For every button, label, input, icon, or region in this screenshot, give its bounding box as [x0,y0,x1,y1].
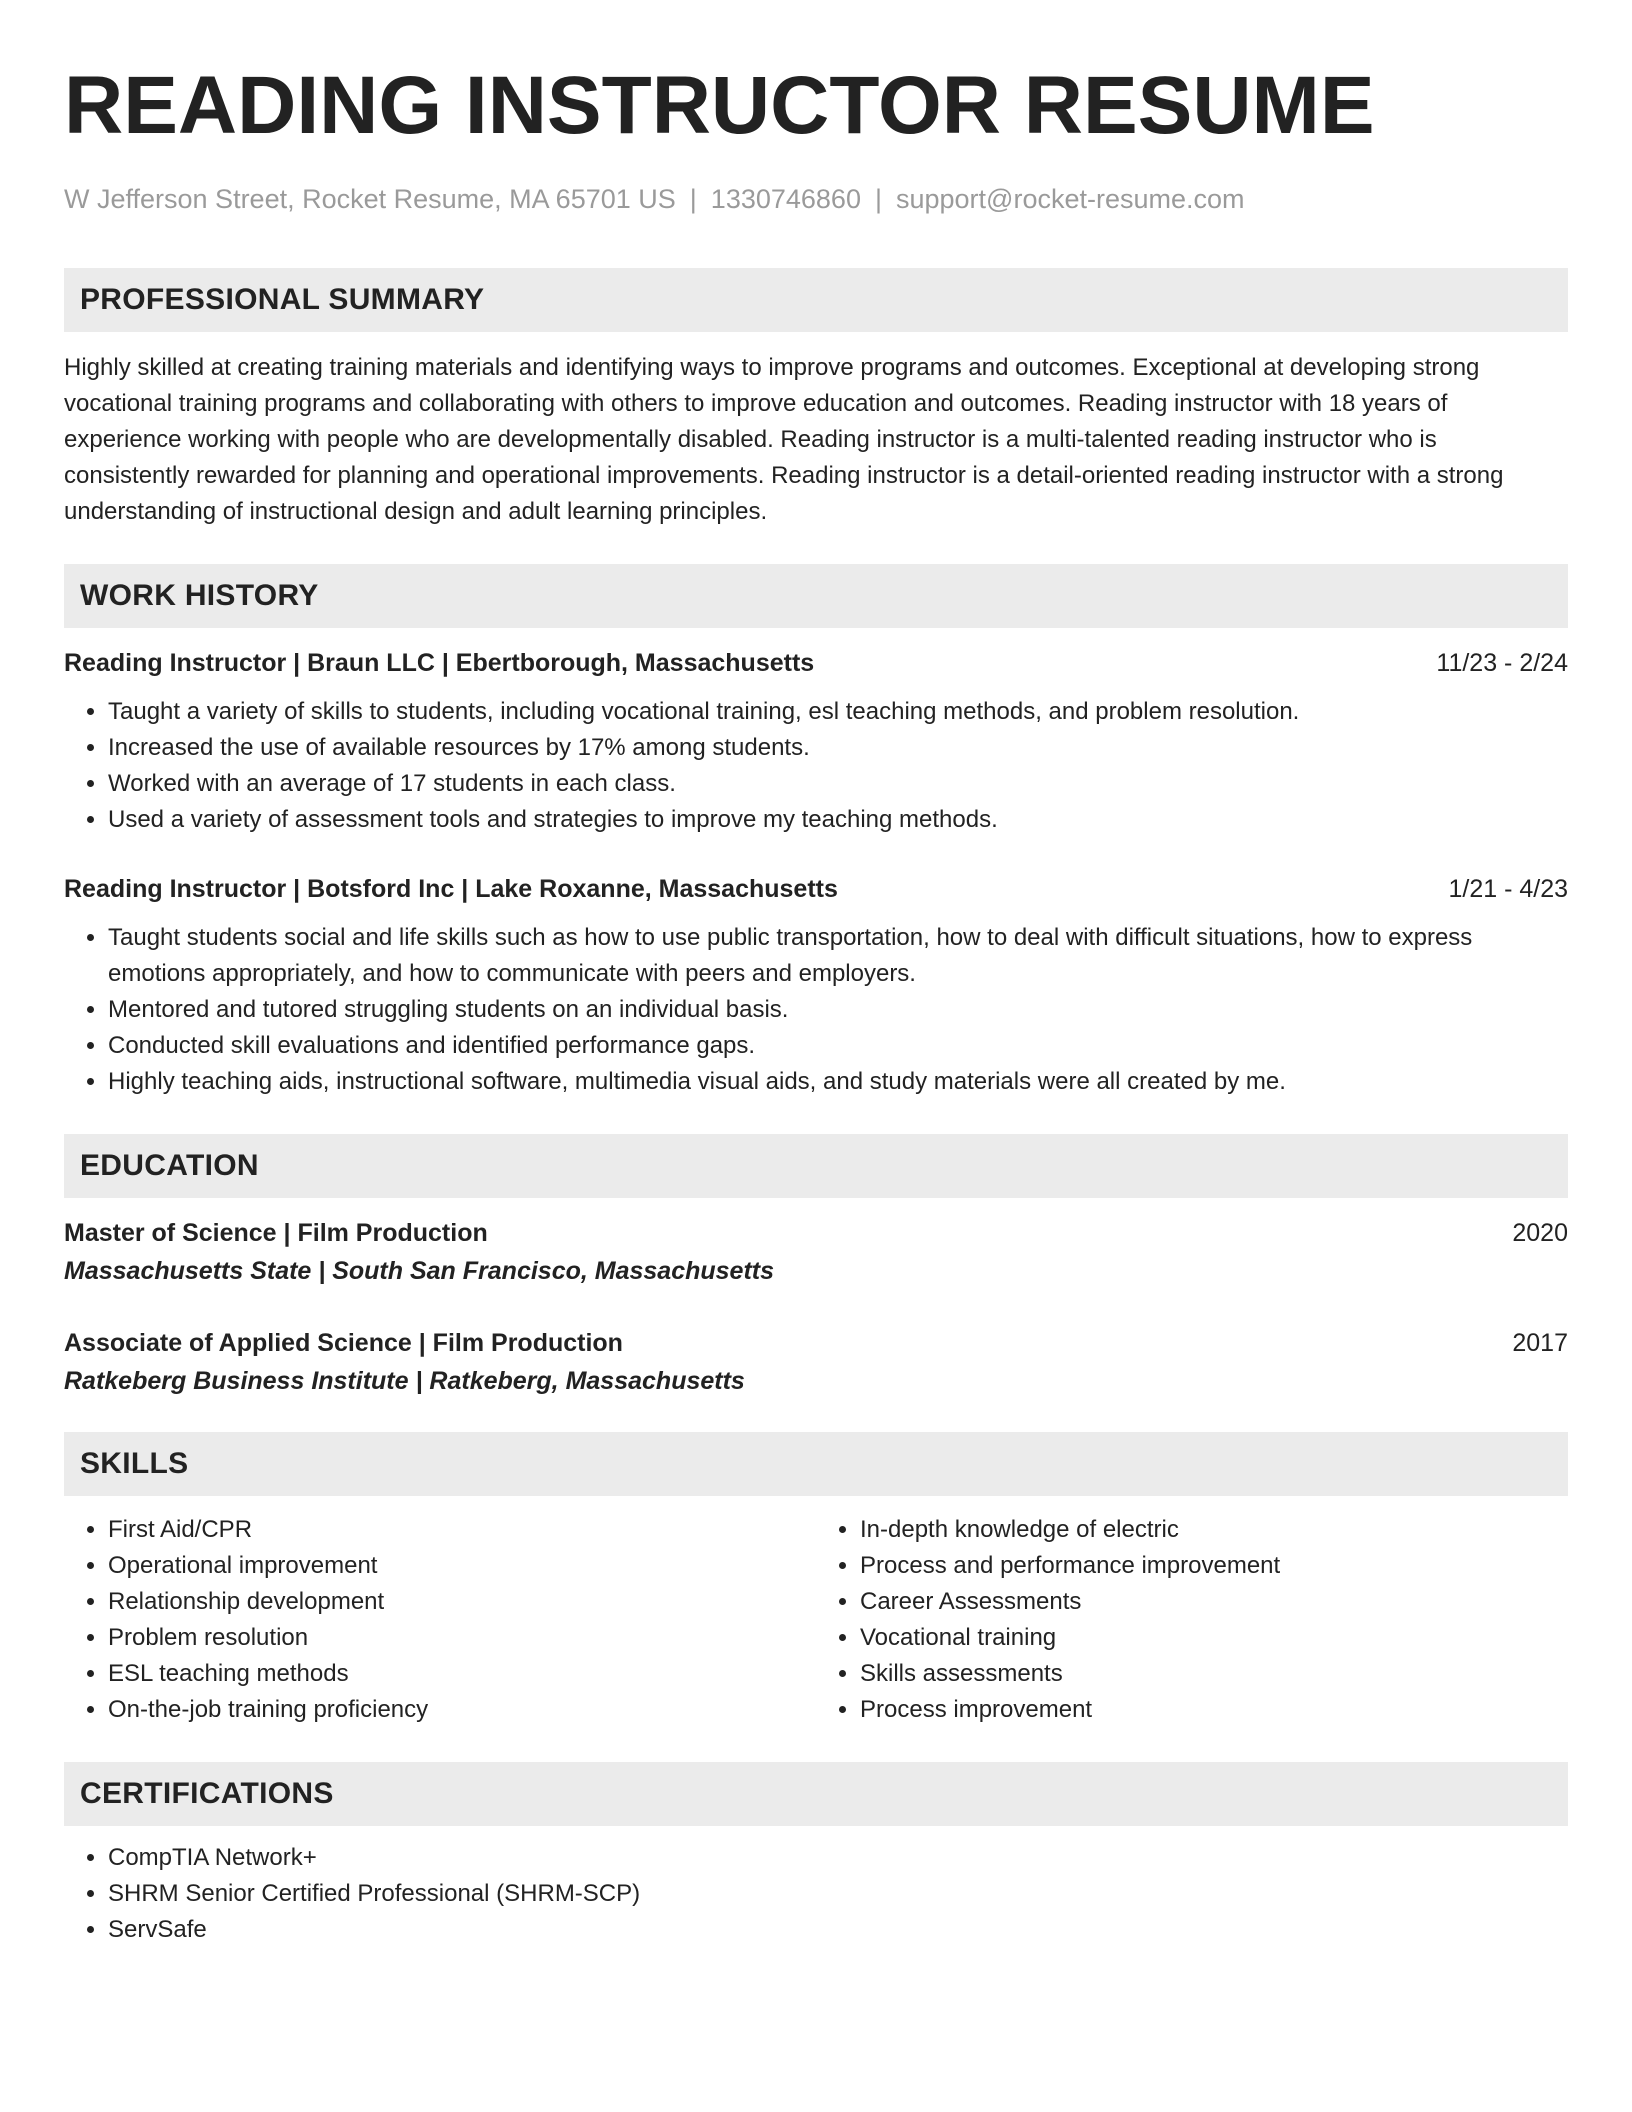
skill-item: • Skills assessments [860,1656,1568,1692]
education-entry [64,1326,1568,1398]
job-header [64,872,1568,906]
skill-item: • In-depth knowledge of electric [860,1512,1568,1548]
contact-separator: | [874,184,882,214]
job-bullet: • Taught a variety of skills to students, including vocational training, esl teaching methods, and problem resolution. [108,694,1568,730]
job-title: Reading Instructor | Botsford Inc | Lake Roxanne, Massachusetts [64,875,838,903]
job-bullet: • Taught students social and life skills such as how to use public transportation, how to deal with difficult situations, how to express emotions appropriately, and how to communicate with peers and employers. [108,920,1568,992]
skill-item: • Problem resolution [108,1620,816,1656]
skill-item: • On-the-job training proficiency [108,1692,816,1728]
skill-item: • Operational improvement [108,1548,816,1584]
job-bullets [64,920,1568,1100]
contact-email: support@rocket-resume.com [895,184,1245,214]
resume-title: READING INSTRUCTOR RESUME [64,60,1375,151]
section-heading-skills: SKILLS [64,1432,1568,1496]
job-entry [64,646,1568,838]
education-degree: Master of Science | Film Production [64,1219,488,1247]
contact-address: W Jefferson Street, Rocket Resume, MA 65701 US [64,184,676,214]
job-bullet: • Highly teaching aids, instructional software, multimedia visual aids, and study materials were all created by me. [108,1064,1568,1100]
skill-item: • Career Assessments [860,1584,1568,1620]
skill-item: • Vocational training [860,1620,1568,1656]
education-degree: Associate of Applied Science | Film Production [64,1329,623,1357]
section-heading-work-history: WORK HISTORY [64,564,1568,628]
certification-item: • CompTIA Network+ [108,1840,1568,1876]
section-heading-education: EDUCATION [64,1134,1568,1198]
education-school: Massachusetts State | South San Francisco, Massachusetts [64,1257,775,1285]
education-entry [64,1216,1568,1288]
job-bullet: • Mentored and tutored struggling students on an individual basis. [108,992,1568,1028]
certification-list [64,1840,1568,1948]
job-bullet: • Conducted skill evaluations and identified performance gaps. [108,1028,1568,1064]
certification-item: • SHRM Senior Certified Professional (SHRM-SCP) [108,1876,1568,1912]
certification-item: • ServSafe [108,1912,1568,1948]
education-school: Ratkeberg Business Institute | Ratkeberg, Massachusetts [64,1367,745,1395]
skill-item: • Process and performance improvement [860,1548,1568,1584]
education-year: 2020 [1512,1219,1568,1247]
job-title: Reading Instructor | Braun LLC | Ebertborough, Massachusetts [64,649,815,677]
contact-separator: | [689,184,697,214]
section-heading-summary: PROFESSIONAL SUMMARY [64,268,1568,332]
job-dates: 11/23 - 2/24 [1436,649,1568,677]
skills-column-left [64,1512,816,1728]
skill-item: • First Aid/CPR [108,1512,816,1548]
job-bullet: • Increased the use of available resources by 17% among students. [108,730,1568,766]
contact-line [64,182,1568,216]
job-bullet: • Used a variety of assessment tools and strategies to improve my teaching methods. [108,802,1568,838]
education-year: 2017 [1512,1329,1568,1357]
skills-column-right [816,1512,1568,1728]
skills-grid [64,1512,1568,1728]
education-header [64,1326,1568,1360]
summary-text: Highly skilled at creating training materials and identifying ways to improve programs and outcomes. Exceptional at developing strong vocational training programs and collaborating with others to improve education and outcomes. Reading instructor with 18 years of experience working with people who are developmentally disabled. Reading instructor is a multi-talented reading instructor who is consistently rewarded for planning and operational improvements. Reading instructor is a detail-oriented reading instructor with a strong understanding of instructional design and adult learning principles. [64,354,1504,525]
job-bullet: • Worked with an average of 17 students in each class. [108,766,1568,802]
job-entry [64,872,1568,1100]
skill-item: • ESL teaching methods [108,1656,816,1692]
job-bullets [64,694,1568,838]
job-header [64,646,1568,680]
skill-item: • Process improvement [860,1692,1568,1728]
contact-phone: 1330746860 [710,184,861,214]
section-heading-certifications: CERTIFICATIONS [64,1762,1568,1826]
skill-item: • Relationship development [108,1584,816,1620]
education-header [64,1216,1568,1250]
job-dates: 1/21 - 4/23 [1448,875,1568,903]
